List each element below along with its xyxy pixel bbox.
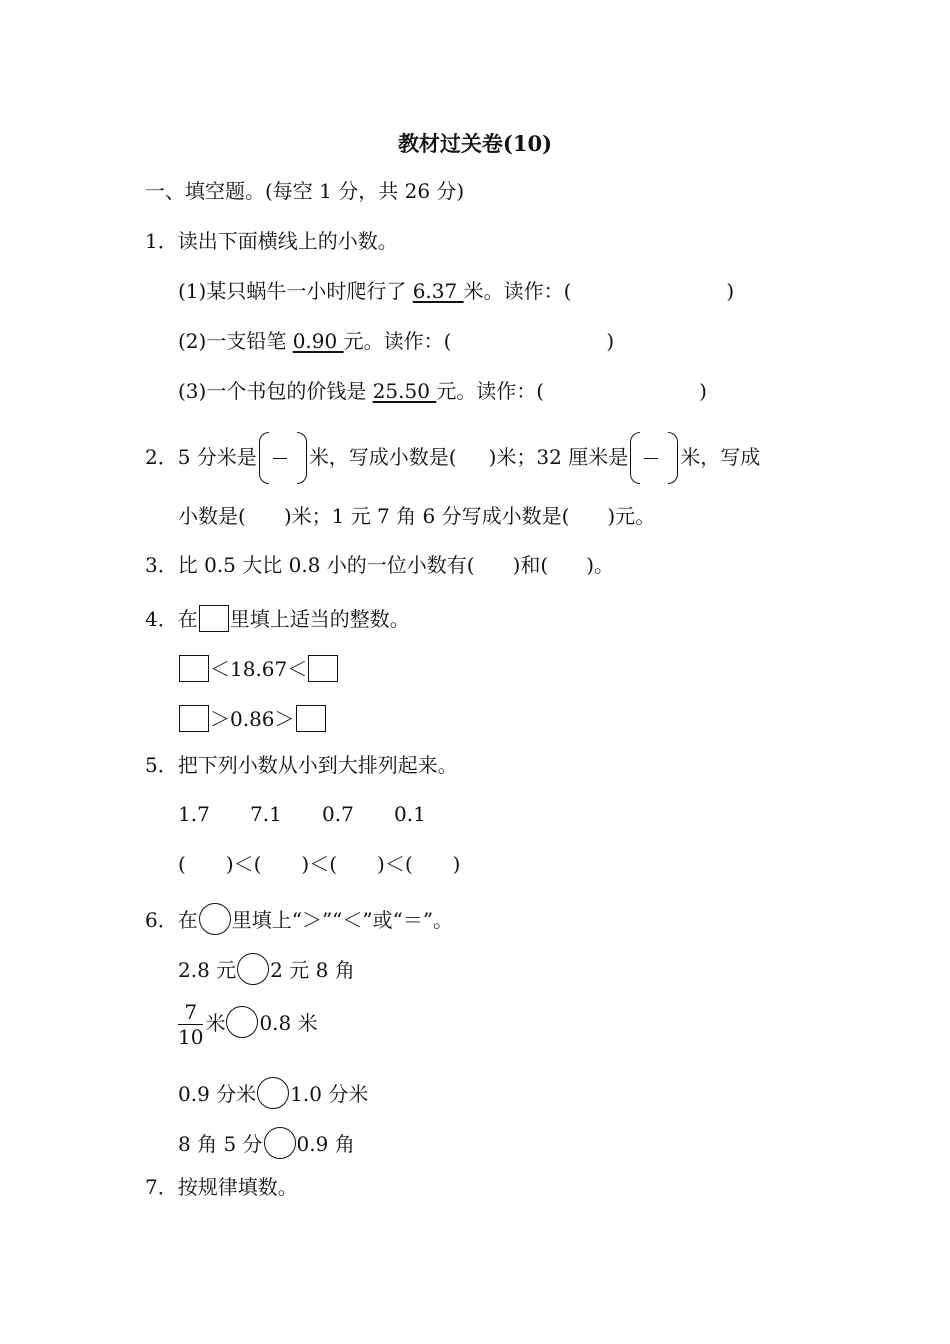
q5-ordering: ( )＜( )＜( )＜( ) — [178, 852, 461, 876]
q5-number: 1.7 — [178, 802, 210, 826]
q4-row2: ＞0.86＞ — [178, 705, 327, 732]
q5-number: 0.7 — [322, 802, 354, 826]
q1-sub2-number: 0.90 — [292, 329, 344, 353]
q1-sub3: (3)一个书包的价钱是 25.50 元。读作：( ) — [178, 379, 707, 403]
q5-number: 7.1 — [250, 802, 282, 826]
q1-sub1: (1)某只蜗牛一小时爬行了 6.37 米。读作：( ) — [178, 279, 735, 303]
q1-sub2: (2)一支铅笔 0.90 元。读作：( ) — [178, 329, 615, 353]
section-heading: 一、填空题。(每空 1 分，共 26 分) — [145, 179, 465, 203]
q5-number: 0.1 — [394, 802, 426, 826]
q5-stem: 5．把下列小数从小到大排列起来。 — [145, 753, 458, 777]
q4-row2-box-right[interactable] — [296, 705, 326, 732]
q6-row3: 0.9 分米 1.0 分米 — [178, 1077, 368, 1109]
q6-row3-circle[interactable] — [257, 1077, 289, 1109]
q2-fraction-blank-2[interactable] — [630, 432, 678, 486]
q2-line2: 小数是( )米；1 元 7 角 6 分写成小数是( )元。 — [178, 504, 656, 528]
q2-line1: 2．5 分米是 米，写成小数是( )米；32 厘米是 米，写成 — [145, 430, 760, 486]
q6-row4: 8 角 5 分 0.9 角 — [178, 1127, 355, 1159]
q4-row1-box-right[interactable] — [308, 655, 338, 682]
q4-stem: 4．在 里填上适当的整数。 — [145, 607, 410, 631]
q1-sub1-number: 6.37 — [412, 279, 464, 303]
q7-stem: 7．按规律填数。 — [145, 1175, 298, 1199]
q3-line: 3．比 0.5 大比 0.8 小的一位小数有( )和( )。 — [145, 553, 614, 577]
q6-row4-circle[interactable] — [264, 1127, 296, 1159]
page-title: 教材过关卷(10) — [397, 131, 553, 156]
q4-row1-box-left[interactable] — [179, 655, 209, 682]
q5-numbers — [178, 801, 466, 827]
q4-row2-box-left[interactable] — [179, 705, 209, 732]
q6-row2: $\frac{7}{10}$ 米 0.8 米 — [178, 1000, 318, 1049]
q6-row1-circle[interactable] — [237, 953, 269, 985]
square-icon — [199, 605, 229, 632]
q6-stem: 6．在 里填上“＞”“＜”或“＝”。 — [145, 903, 453, 935]
q1-sub3-number: 25.50 — [372, 379, 437, 403]
fraction: $\frac{7}{10}$ — [178, 1000, 204, 1049]
q2-fraction-blank-1[interactable] — [259, 432, 307, 486]
q6-row1: 2.8 元 2 元 8 角 — [178, 953, 355, 985]
q4-row1: ＜18.67＜ — [178, 655, 339, 682]
q6-row2-circle[interactable] — [226, 1006, 258, 1038]
q1-stem: 1．读出下面横线上的小数。 — [145, 229, 398, 253]
circle-icon — [199, 903, 231, 935]
